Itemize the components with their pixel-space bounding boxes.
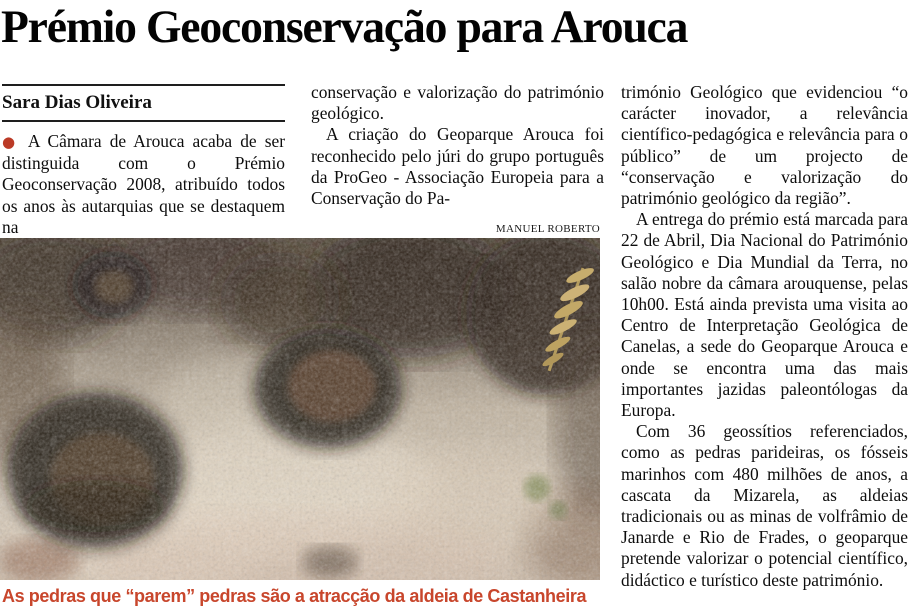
red-bullet-icon: ● [2, 133, 19, 151]
byline-rule-top [2, 84, 285, 86]
column-1 [2, 84, 285, 238]
column-3-paragraph-2: A entrega do prémio está marcada para 22 de Abril, Dia Nacional do Património Geológico e Dia Mundial da Terra, no salão nobre da câmara arouquense, pelas 10h00. Está ainda prevista uma visita ao Centro de Interpretação Geológica de Canelas, a sede do Geoparque Arouca e onde se encontra uma das mais importantes jazidas paleontólogas da Europa. [621, 209, 908, 421]
photo-caption: As pedras que “parem” pedras são a atracção da aldeia de Castanheira [2, 586, 587, 606]
column-2 [311, 82, 604, 209]
rock-photo-image [0, 238, 600, 580]
column-2-paragraph-1: conservação e valorização do património geológico. [311, 82, 604, 124]
column-3 [621, 82, 908, 591]
byline-rule-bottom [2, 120, 285, 122]
lead-text: A Câmara de Arouca acaba de ser distinguida com o Prémio Geoconservação 2008, atribuído todos os anos às autarquias que se destaquem na [2, 131, 285, 237]
byline: Sara Dias Oliveira [2, 92, 152, 113]
headline: Prémio Geoconservação para Arouca [1, 1, 688, 53]
column-2-paragraph-2: A criação do Geoparque Arouca foi reconhecido pelo júri do grupo português da ProGeo - Associação Europeia para a Conservação do Pa- [311, 124, 604, 209]
column-3-paragraph-1: trimónio Geológico que evidenciou “o carácter inovador, a relevância científico-pedagógica e relevância para o público” de um projecto de “conservação e valorização do património geológico da região”. [621, 82, 908, 209]
rock-photo [0, 238, 600, 580]
photo-credit: MANUEL ROBERTO [495, 223, 600, 235]
lead-paragraph [2, 131, 285, 238]
column-3-paragraph-3: Com 36 geossítios referenciados, como as pedras parideiras, os fósseis marinhos com 480 milhões de anos, a cascata da Mizarela, as aldeias tradicionais ou as minas de volfrâmio de Janarde e Rio de Frades, o geoparque pretende valorizar o potencial científico, didáctico e turístico deste património. [621, 421, 908, 590]
